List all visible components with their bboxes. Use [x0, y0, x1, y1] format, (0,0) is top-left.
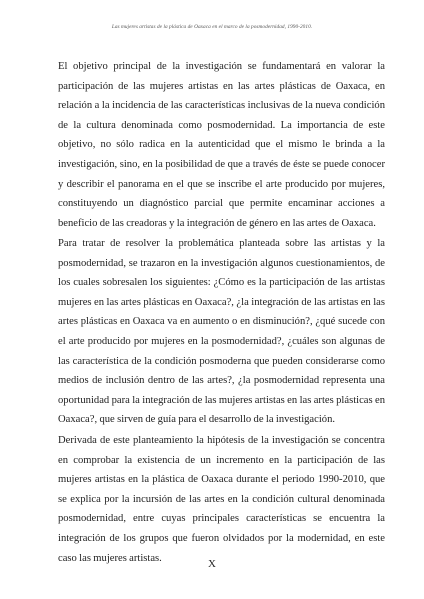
paragraph-research-questions: Para tratar de resolver la problemática planteada sobre las artistas y la posmodernidad, se trazaron en la investigación algunos cuestionamientos, de los cuales sobresalen los siguientes: ¿Cómo es la participación de las artistas mujeres en las artes plásticas en Oaxaca?, ¿la integración de las artistas en las artes plásticas en Oaxaca va en aumento o en disminución?, ¿qué sucede con el arte producido por mujeres en la posmodernidad?, ¿cuáles son algunas de las característica de la condición posmoderna que pueden considerarse como medios de inclusión dentro de las artes?, ¿la posmodernidad representa una oportunidad para la integración de las mujeres artistas en las artes plásticas en Oaxaca?, que sirven de guía para el desarrollo de la investigación. — [58, 238, 385, 426]
paragraph-objective: El objetivo principal de la investigación se fundamentará en valorar la participación de las mujeres artistas en las artes plásticas de Oaxaca, en relación a la incidencia de las características inclusivas de la nueva condición de la cultura denominada como posmodernidad. La importancia de este objetivo, no sólo radica en la autenticidad que el mismo le brinda a la investigación, sino, en la posibilidad de que a través de éste se puede conocer y describir el panorama en el que se inscribe el arte producido por mujeres, constituyendo un diagnóstico parcial que permite encaminar acciones a beneficio de las creadoras y la integración de género en las artes de Oaxaca. — [58, 61, 385, 229]
page-number: X — [208, 558, 216, 570]
paragraph-hypothesis: Derivada de este planteamiento la hipótesis de la investigación se concentra en comprobar la existencia de un incremento en la participación de las mujeres artistas en la plástica de Oaxaca durante el periodo 1990-2010, que se explica por la incursión de las artes en la condición cultural denominada posmodernidad, entre cuyas principales características se encuentra la integración de los grupos que fueron olvidados por la modernidad, en este caso las mujeres artistas. — [58, 435, 385, 564]
running-header: Las mujeres artistas de la plástica de Oaxaca en el marco de la posmodernidad, 1990-2010. — [111, 24, 313, 30]
